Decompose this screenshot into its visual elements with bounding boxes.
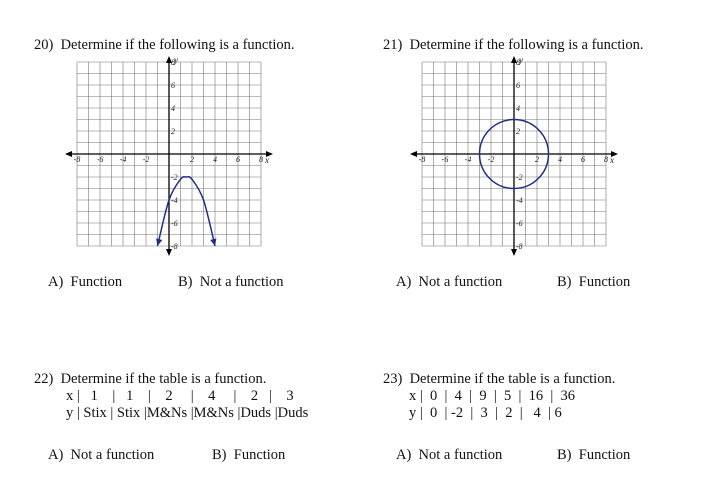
y-tick-label: -2 [516,173,523,182]
x-tick-label: -4 [119,155,127,164]
question-23-choice-b[interactable]: B) Function [557,447,631,463]
x-tick-label: 2 [535,155,539,164]
question-20-prompt: 20) Determine if the following is a function. [34,37,295,53]
question-22-choice-b[interactable]: B) Function [212,447,286,463]
y-tick-label: -4 [171,196,178,205]
x-tick-label: -6 [441,155,449,164]
y-axis-label: y [519,55,523,65]
x-tick-label: 8 [604,155,608,164]
question-23-table-y-row: y | 0 | -2 | 3 | 2 | 4 | 6 [409,405,562,421]
y-tick-label: 4 [516,104,520,113]
graph-21 [411,55,625,270]
x-axis-arrow-left [65,151,72,157]
question-22-prompt: 22) Determine if the table is a function. [34,371,267,387]
question-23-table-x-row: x | 0 | 4 | 9 | 5 | 16 | 36 [409,388,576,404]
x-tick-label: -8 [73,155,81,164]
x-tick-label: -2 [142,155,150,164]
question-21-choice-a[interactable]: A) Not a function [396,274,503,290]
y-tick-label: 2 [516,127,520,136]
y-tick-label: 8 [171,58,175,67]
x-axis-label: x [610,155,614,165]
question-20-choice-a[interactable]: A) Function [48,274,123,290]
y-tick-label: -8 [516,242,523,251]
y-tick-label: 6 [171,81,175,90]
y-tick-label: -4 [516,196,523,205]
question-22-table-x-row: x | 1 | 1 | 2 | 4 | 2 | 3 [66,388,294,404]
x-tick-label: 6 [236,155,240,164]
x-tick-label: 2 [190,155,194,164]
question-21-prompt: 21) Determine if the following is a function. [383,37,644,53]
y-tick-label: 4 [171,104,175,113]
x-axis-arrow-left [410,151,417,157]
y-tick-label: -8 [171,242,178,251]
y-tick-label: -6 [171,219,178,228]
question-22-table-y-row: y | Stix | Stix |M&Ns |M&Ns |Duds |Duds [66,405,309,421]
graph-20 [66,55,280,270]
x-tick-label: 6 [581,155,585,164]
x-tick-label: 8 [259,155,263,164]
x-tick-label: -6 [96,155,104,164]
question-21-choice-b[interactable]: B) Function [557,274,631,290]
x-tick-label: 4 [558,155,562,164]
y-axis-label: y [174,55,178,65]
y-tick-label: 2 [171,127,175,136]
y-tick-label: -2 [171,173,178,182]
y-tick-label: 8 [516,58,520,67]
y-tick-label: -6 [516,219,523,228]
y-tick-label: 6 [516,81,520,90]
question-23-prompt: 23) Determine if the table is a function. [383,371,616,387]
x-tick-label: -2 [487,155,495,164]
x-tick-label: 4 [213,155,217,164]
x-tick-label: -4 [464,155,472,164]
x-axis-label: x [265,155,269,165]
question-22-choice-a[interactable]: A) Not a function [48,447,155,463]
question-23-choice-a[interactable]: A) Not a function [396,447,503,463]
question-20-choice-b[interactable]: B) Not a function [178,274,284,290]
x-tick-label: -8 [418,155,426,164]
